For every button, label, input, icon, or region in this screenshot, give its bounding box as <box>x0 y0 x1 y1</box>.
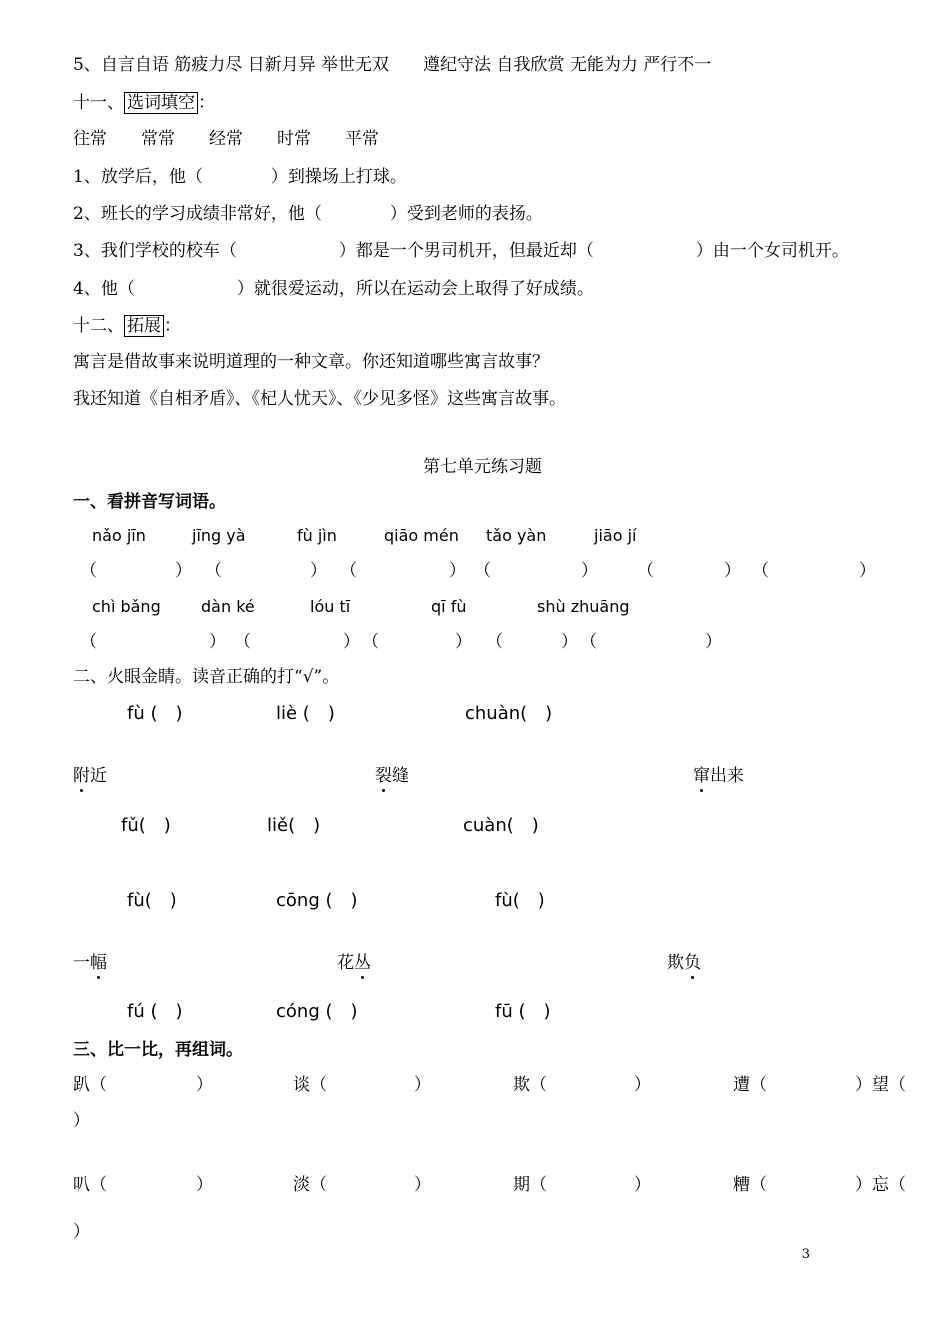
target-word: 欺负 <box>667 953 701 973</box>
pinyin-11: shù zhuāng <box>537 597 630 616</box>
answer-blank[interactable]: （ ） <box>205 561 327 581</box>
choice-option[interactable]: cōng ( ) <box>276 890 358 911</box>
choice-option[interactable]: fù( ) <box>127 890 177 911</box>
compare-char: 遭（ <box>733 1075 767 1095</box>
compare-close: ） <box>634 1075 651 1095</box>
choice-option[interactable]: cóng ( ) <box>276 1001 358 1022</box>
section-11-number: 十一、 <box>73 93 124 113</box>
extension-prompt: 寓言是借故事来说明道理的一种文章。你还知道哪些寓言故事？ <box>73 352 549 372</box>
answer-blank[interactable]: （ ） <box>80 561 192 581</box>
fill-question-1: 1、放学后，他（ ）到操场上打球。 <box>73 167 407 187</box>
target-word: 窜出来 <box>693 766 744 786</box>
choice-option[interactable]: fù( ) <box>495 890 545 911</box>
target-word: 花丛 <box>337 953 371 973</box>
pinyin-2: jīng yà <box>192 526 246 545</box>
pinyin-5: tǎo yàn <box>486 526 547 545</box>
compare-close: ） <box>414 1075 431 1095</box>
extension-answer: 我还知道《自相矛盾》、《杞人忧天》、《少见多怪》这些寓言故事。 <box>73 389 566 409</box>
section-11-heading <box>73 92 215 114</box>
pinyin-10: qī fù <box>431 597 467 616</box>
answer-blank[interactable]: （ ） <box>234 632 360 652</box>
section-11-colon: ： <box>198 93 215 113</box>
compare-close: ） <box>196 1175 213 1195</box>
choice-option[interactable]: liè ( ) <box>276 703 335 724</box>
word-list-line-5: 5、自言自语 筋疲力尽 日新月异 举世无双 遵纪守法 自我欣赏 无能为力 严行不一 <box>73 55 712 75</box>
unit7-section-2-heading: 二、火眼金睛。读音正确的打“√”。 <box>73 667 340 687</box>
fill-question-2: 2、班长的学习成绩非常好，他（ ）受到老师的表扬。 <box>73 204 543 224</box>
answer-blank[interactable]: （ ） <box>362 632 472 652</box>
word-choices: 往常 常常 经常 时常 平常 <box>73 129 379 149</box>
page-number: 3 <box>801 1247 810 1262</box>
compare-wrap: ） <box>73 1222 90 1242</box>
unit7-section-1-heading: 一、看拼音写词语。 <box>73 492 226 512</box>
target-word: 裂缝 <box>375 766 409 786</box>
answer-blank[interactable]: （ ） <box>752 561 876 581</box>
pinyin-9: lóu tī <box>310 597 351 616</box>
pinyin-7: chì bǎng <box>92 597 161 616</box>
target-word: 附近 <box>73 766 107 786</box>
choice-option[interactable]: chuàn( ) <box>465 703 553 724</box>
unit7-section-3-heading: 三、比一比，再组词。 <box>73 1040 243 1060</box>
section-12-number: 十二、 <box>73 316 124 336</box>
fill-question-3: 3、我们学校的校车（ ）都是一个男司机开，但最近却（ ）由一个女司机开。 <box>73 241 849 261</box>
choice-option[interactable]: cuàn( ) <box>463 815 539 836</box>
pinyin-8: dàn ké <box>201 597 255 616</box>
compare-wrap: ） <box>73 1111 90 1131</box>
compare-close: ） <box>634 1175 651 1195</box>
compare-char: 淡（ <box>293 1175 327 1195</box>
answer-blank[interactable]: （ ） <box>580 632 722 652</box>
answer-blank[interactable]: （ ） <box>80 632 226 652</box>
answer-blank[interactable]: （ ） <box>340 561 466 581</box>
compare-close: ）忘（ <box>855 1175 906 1195</box>
compare-char: 叭（ <box>73 1175 107 1195</box>
section-11-title: 选词填空 <box>124 92 198 114</box>
section-12-title: 拓展 <box>124 315 164 337</box>
pinyin-3: fù jìn <box>297 526 337 545</box>
choice-option[interactable]: fù ( ) <box>127 703 183 724</box>
choice-option[interactable]: fū ( ) <box>495 1001 551 1022</box>
section-12-heading <box>73 315 181 337</box>
compare-char: 趴（ <box>73 1075 107 1095</box>
fill-question-4: 4、他（ ）就很爱运动，所以在运动会上取得了好成绩。 <box>73 279 594 299</box>
compare-char: 欺（ <box>513 1075 547 1095</box>
compare-char: 糟（ <box>733 1175 767 1195</box>
pinyin-1: nǎo jīn <box>92 526 146 545</box>
answer-blank[interactable]: （ ） <box>474 561 598 581</box>
pinyin-6: jiāo jí <box>594 526 637 545</box>
compare-close: ） <box>196 1075 213 1095</box>
answer-blank[interactable]: （ ） <box>486 632 578 652</box>
compare-close: ） <box>414 1175 431 1195</box>
compare-close: ）望（ <box>855 1075 906 1095</box>
choice-option[interactable]: liě( ) <box>267 815 321 836</box>
section-12-colon: ： <box>164 316 181 336</box>
compare-char: 期（ <box>513 1175 547 1195</box>
compare-char: 谈（ <box>293 1075 327 1095</box>
pinyin-4: qiāo mén <box>384 526 459 545</box>
choice-option[interactable]: fú ( ) <box>127 1001 183 1022</box>
answer-blank[interactable]: （ ） <box>637 561 741 581</box>
unit7-title: 第七单元练习题 <box>423 457 542 477</box>
choice-option[interactable]: fǔ( ) <box>121 815 171 836</box>
target-word: 一幅 <box>73 953 107 973</box>
